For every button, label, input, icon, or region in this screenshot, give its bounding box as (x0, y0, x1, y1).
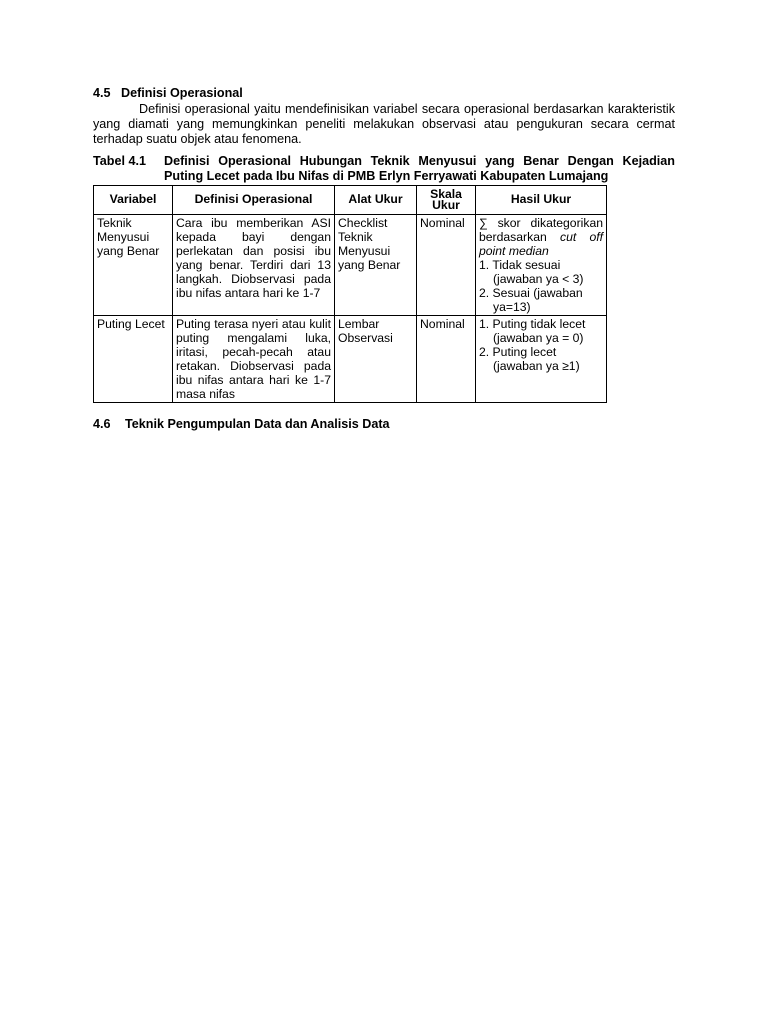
definition-paragraph: Definisi operasional yaitu mendefinisikan variabel secara operasional berdasarkan karakteristik yang diamati yang memungkinkan peneliti melakukan observasi atau pengukuran secara cermat terhadap suatu objek atau fenomena. (93, 102, 675, 146)
header-definisi: Definisi Operasional (173, 186, 335, 215)
cell-variabel: Teknik Menyusui yang Benar (94, 215, 173, 316)
section-title: Definisi Operasional (121, 86, 243, 100)
cell-variabel: Puting Lecet (94, 316, 173, 403)
cell-definisi: Cara ibu memberikan ASI kepada bayi dengan perlekatan dan posisi ibu yang benar. Terdiri dari 13 langkah. Diobservasi pada ibu nifas antara hari ke 1-7 (173, 215, 335, 316)
header-skala-ukur: Skala Ukur (417, 186, 476, 215)
header-variabel: Variabel (94, 186, 173, 215)
cell-hasil-ukur (476, 316, 607, 403)
table-row (94, 316, 607, 403)
header-alat-ukur: Alat Ukur (335, 186, 417, 215)
cell-alat-ukur: Lembar Observasi (335, 316, 417, 403)
cell-hasil-ukur (476, 215, 607, 316)
table-caption-label: Tabel 4.1 (93, 154, 146, 168)
hasil-item: 2. Puting lecet (jawaban ya ≥1) (479, 345, 580, 373)
table-caption-text: Definisi Operasional Hubungan Teknik Menyusui yang Benar Dengan Kejadian Puting Lecet pada Ibu Nifas di PMB Erlyn Ferryawati Kabupaten Lumajang (164, 154, 675, 183)
operational-definition-table (93, 185, 607, 403)
cell-alat-ukur: Checklist Teknik Menyusui yang Benar (335, 215, 417, 316)
section-number: 4.5 (93, 86, 111, 100)
section-title: Teknik Pengumpulan Data dan Analisis Data (125, 417, 390, 431)
header-hasil-ukur: Hasil Ukur (476, 186, 607, 215)
hasil-item: 1. Puting tidak lecet (jawaban ya = 0) (479, 317, 586, 345)
document-page (93, 86, 675, 445)
hasil-intro-italic: cut off point median (479, 230, 603, 258)
section-number: 4.6 (93, 417, 111, 431)
cell-skala-ukur: Nominal (417, 316, 476, 403)
section-heading-4-5 (93, 86, 675, 101)
table-caption (93, 154, 675, 184)
hasil-item: 2. Sesuai (jawaban ya=13) (479, 286, 583, 314)
cell-skala-ukur: Nominal (417, 215, 476, 316)
hasil-item: 1. Tidak sesuai (jawaban ya < 3) (479, 258, 584, 286)
table-header-row (94, 186, 607, 215)
cell-definisi: Puting terasa nyeri atau kulit puting mengalami luka, iritasi, pecah-pecah atau retakan. Diobservasi pada ibu nifas antara hari ke 1-7 masa nifas (173, 316, 335, 403)
hasil-intro (479, 216, 603, 258)
section-heading-4-6 (93, 417, 675, 432)
hasil-intro-text: ∑ skor dikategorikan berdasarkan (479, 216, 603, 244)
table-row (94, 215, 607, 316)
